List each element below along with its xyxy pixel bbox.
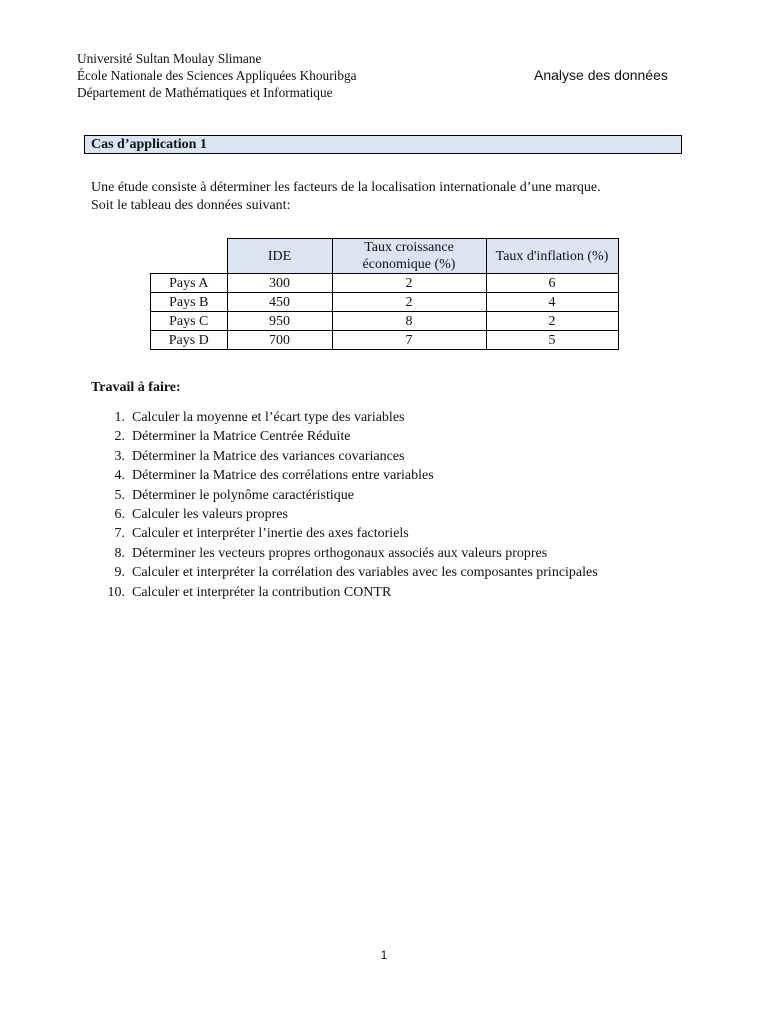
item-text: Calculer et interpréter la corrélation des variables avec les composantes principales (132, 565, 598, 581)
item-text: Déterminer les vecteurs propres orthogonaux associés aux valeurs propres (132, 545, 548, 561)
list-item (91, 466, 598, 485)
list-item (91, 486, 598, 505)
row-label: Pays A (151, 274, 228, 293)
list-item (91, 524, 598, 543)
item-number: 7. (114, 526, 132, 542)
table-cell: 950 (227, 312, 332, 331)
table-cell: 2 (332, 274, 486, 293)
table-cell: 5 (486, 331, 618, 350)
table-header-cell: Taux d'inflation (%) (486, 239, 618, 274)
table-cell: 7 (332, 331, 486, 350)
item-text: Déterminer la Matrice des corrélations entre variables (132, 468, 434, 484)
list-item (91, 544, 598, 563)
table-header-cell: Taux croissance économique (%) (332, 239, 486, 274)
table-row (151, 312, 619, 331)
item-number: 10. (107, 584, 132, 600)
table-cell: 450 (227, 293, 332, 312)
item-number: 9. (114, 565, 132, 581)
table-cell: 2 (332, 293, 486, 312)
item-text: Calculer et interpréter la contribution CONTR (132, 584, 392, 600)
table-header-row (151, 239, 619, 274)
university-name: Université Sultan Moulay Slimane (77, 51, 262, 66)
department-name: Département de Mathématiques et Informatique (77, 85, 333, 100)
item-text: Déterminer la Matrice Centrée Réduite (132, 429, 351, 445)
item-text: Déterminer la Matrice des variances covariances (132, 448, 405, 464)
page-number: 1 (380, 948, 388, 962)
list-item (91, 583, 598, 602)
list-item (91, 505, 598, 524)
intro-paragraph (91, 179, 601, 215)
list-item (91, 447, 598, 466)
task-list (91, 408, 598, 602)
list-item (91, 563, 598, 582)
item-number: 3. (114, 448, 132, 464)
item-number: 2. (114, 429, 132, 445)
row-label: Pays D (151, 331, 228, 350)
table-corner-cell (151, 239, 228, 274)
item-text: Déterminer le polynôme caractéristique (132, 487, 354, 503)
item-text: Calculer les valeurs propres (132, 507, 288, 523)
school-name: École Nationale des Sciences Appliquées Khouribga (77, 68, 357, 83)
item-number: 1. (114, 410, 132, 425)
item-text: Calculer la moyenne et l’écart type des variables (132, 410, 405, 425)
intro-line-1: Une étude consiste à déterminer les facteurs de la localisation internationale d’une marque. (91, 180, 601, 195)
data-table (150, 238, 619, 350)
table-cell: 700 (227, 331, 332, 350)
item-number: 6. (114, 507, 132, 523)
list-item (91, 408, 598, 427)
list-item (91, 427, 598, 446)
table-cell: 6 (486, 274, 618, 293)
table-cell: 8 (332, 312, 486, 331)
section-title: Cas d’application 1 (84, 135, 682, 154)
table-cell: 4 (486, 293, 618, 312)
tasks-title: Travail à faire: (91, 380, 181, 395)
course-title: Analyse des données (534, 67, 668, 83)
row-label: Pays B (151, 293, 228, 312)
row-label: Pays C (151, 312, 228, 331)
table-cell: 300 (227, 274, 332, 293)
intro-line-2: Soit le tableau des données suivant: (91, 198, 291, 213)
institution-header (77, 50, 357, 101)
table-cell: 2 (486, 312, 618, 331)
table-row (151, 293, 619, 312)
table-row (151, 331, 619, 350)
table-header-cell: IDE (227, 239, 332, 274)
item-number: 4. (114, 468, 132, 484)
item-number: 8. (114, 545, 132, 561)
item-number: 5. (114, 487, 132, 503)
table-row (151, 274, 619, 293)
item-text: Calculer et interpréter l’inertie des axes factoriels (132, 526, 409, 542)
